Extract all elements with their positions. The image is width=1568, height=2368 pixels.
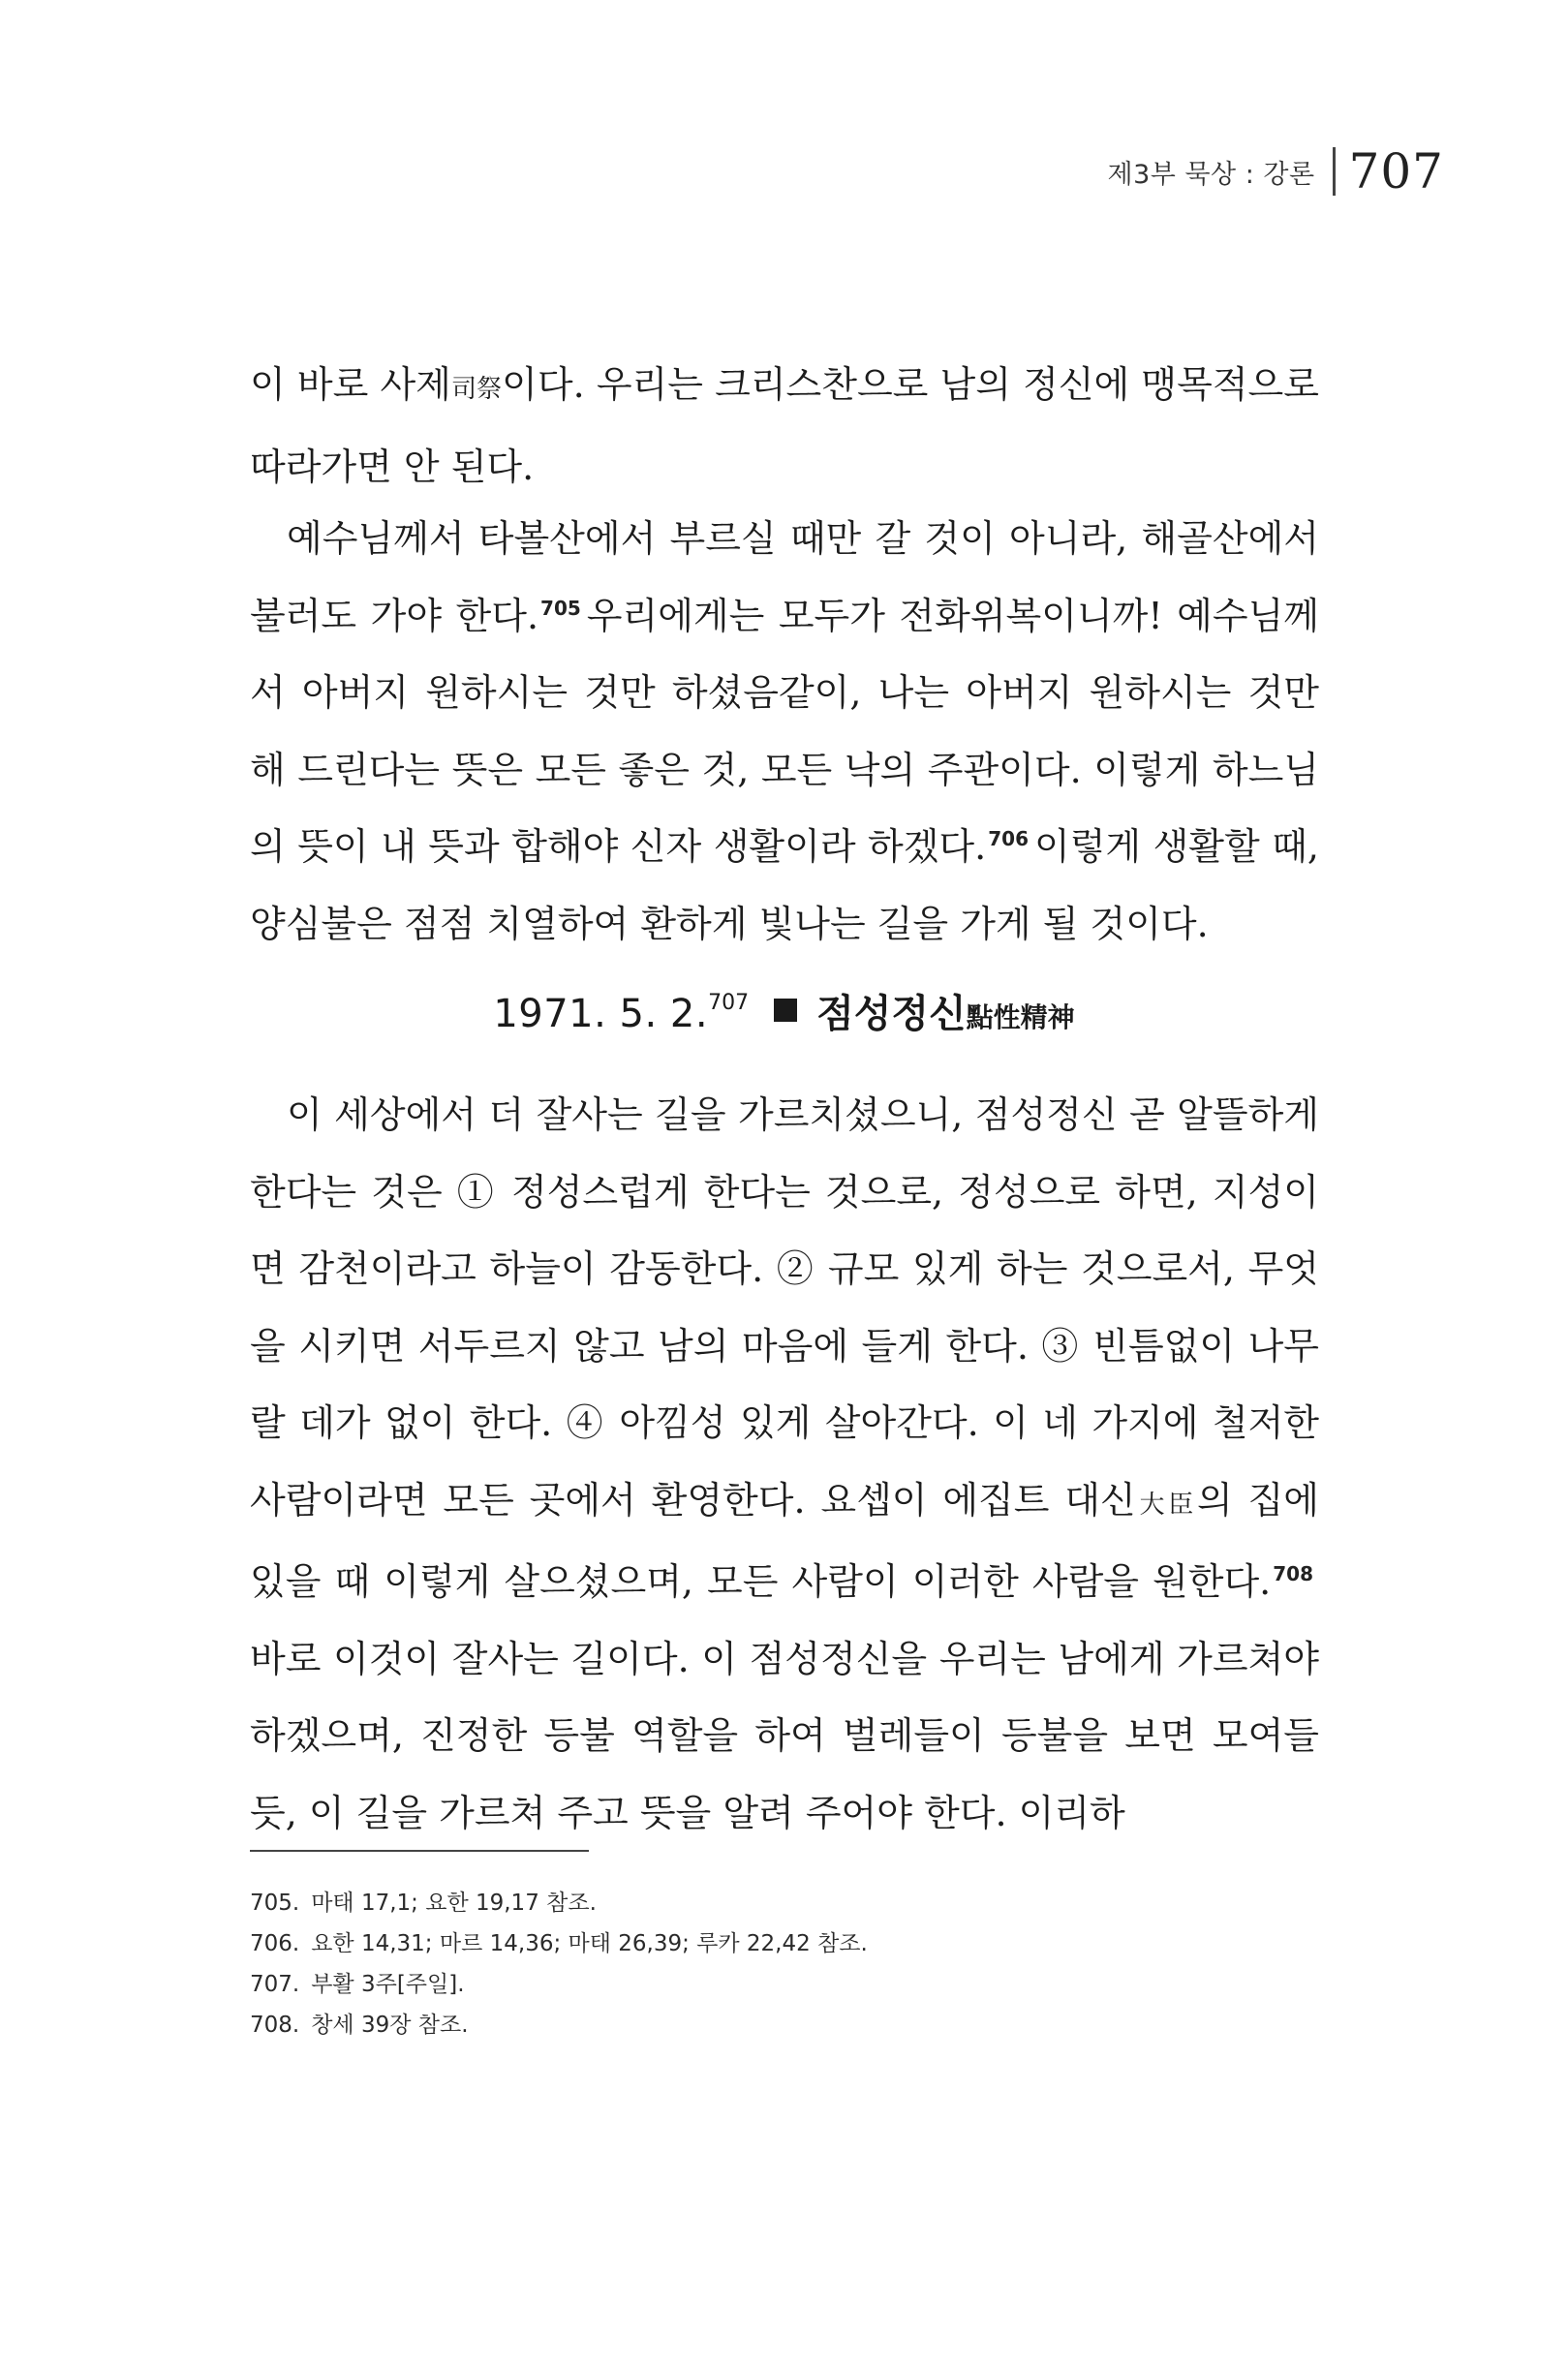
section-heading bbox=[0, 983, 1568, 1038]
paragraph-3-text-b: 의 집에 있을 때 이렇게 살으셨으며, 모든 사람이 이러한 사람을 원한다. bbox=[250, 1478, 1319, 1603]
paragraph-1 bbox=[250, 347, 1319, 506]
paragraph-2-text-c: 이렇게 생활할 때, 양심불은 점점 치열하여 환하게 빛나는 길을 가게 될 것이다. bbox=[250, 825, 1319, 945]
footnote-item bbox=[250, 1964, 1319, 2005]
paragraph-2 bbox=[250, 501, 1319, 963]
section-title-hanja: 點性精神 bbox=[966, 1001, 1075, 1033]
footnote-list bbox=[250, 1883, 1319, 2045]
paragraph-1-text-b: 이다. 우리는 크리스찬으로 남의 정신에 맹목적으로 따라가면 안 된다. bbox=[250, 363, 1319, 488]
footnote-text: 요한 14,31; 마르 14,36; 마태 26,39; 루카 22,42 참조. bbox=[311, 1931, 868, 1956]
footnote-item bbox=[250, 1883, 1319, 1923]
paragraph-1-text-a: 이 바로 사제 bbox=[250, 363, 451, 406]
footnote-text: 창세 39장 참조. bbox=[311, 2013, 469, 2038]
running-title: 제3부 묵상 : 강론 bbox=[1107, 159, 1315, 190]
running-header bbox=[1108, 143, 1444, 200]
black-square-icon bbox=[774, 999, 797, 1022]
paragraph-3-hanja: 大臣 bbox=[1135, 1490, 1198, 1520]
footnote-number: 706. bbox=[250, 1931, 300, 1956]
section-title: 점성정신 bbox=[816, 992, 967, 1036]
paragraph-1-hanja: 司祭 bbox=[450, 375, 503, 404]
page-number: 707 bbox=[1348, 143, 1444, 200]
paragraph-2-text-a: 예수님께서 타볼산에서 부르실 때만 갈 것이 아니라, 해골산에서 불러도 가야 한다. bbox=[250, 517, 1319, 637]
paragraph-2-text-b: 우리에게는 모두가 전화위복이니까! 예수님께서 아버지 원하시는 것만 하셨음같이, 나는 아버지 원하시는 것만 해 드린다는 뜻은 모든 좋은 것, 모든 낙의 주관이다. 이렇게 하느님의 뜻이 내 뜻과 합해야 신자 생활이라 하겠다. bbox=[250, 594, 1319, 868]
footnote-number: 707. bbox=[250, 1972, 300, 1997]
footnote-text: 부활 3주[주일]. bbox=[311, 1972, 465, 1997]
header-divider bbox=[1333, 147, 1336, 196]
footnote-number: 708. bbox=[250, 2013, 300, 2038]
footnote-text: 마태 17,1; 요한 19,17 참조. bbox=[311, 1891, 597, 1916]
section-date: 1971. 5. 2. bbox=[493, 992, 709, 1036]
footnote-ref-705[interactable]: 705 bbox=[540, 596, 581, 620]
footnote-ref-707[interactable]: 707 bbox=[708, 991, 750, 1015]
paragraph-3 bbox=[250, 1077, 1319, 1852]
footnote-ref-708[interactable]: 708 bbox=[1273, 1562, 1313, 1585]
paragraph-3-text-a: 이 세상에서 더 잘사는 길을 가르치셨으니, 점성정신 곧 알뜰하게 한다는 것은 ① 정성스럽게 한다는 것으로, 정성으로 하면, 지성이면 감천이라고 하늘이 감동한다. ② 규모 있게 하는 것으로서, 무엇을 시키면 서두르지 않고 남의 마음에 들게 한다. ③ 빈틈없이 나무랄 데가 없이 한다. ④ 아낌성 있게 살아간다. 이 네 가지에 철저한 사람이라면 모든 곳에서 환영한다. 요셉이 에집트 대신 bbox=[250, 1093, 1319, 1522]
footnote-item bbox=[250, 1923, 1319, 1964]
footnote-ref-706[interactable]: 706 bbox=[988, 827, 1029, 850]
footnote-divider bbox=[250, 1850, 589, 1852]
footnote-number: 705. bbox=[250, 1891, 300, 1916]
paragraph-3-text-c: 바로 이것이 잘사는 길이다. 이 점성정신을 우리는 남에게 가르쳐야 하겠으며, 진정한 등불 역할을 하여 벌레들이 등불을 보면 모여들 듯, 이 길을 가르쳐 주고 뜻을 알려 주어야 한다. 이리하 bbox=[250, 1637, 1319, 1834]
footnote-item bbox=[250, 2005, 1319, 2045]
